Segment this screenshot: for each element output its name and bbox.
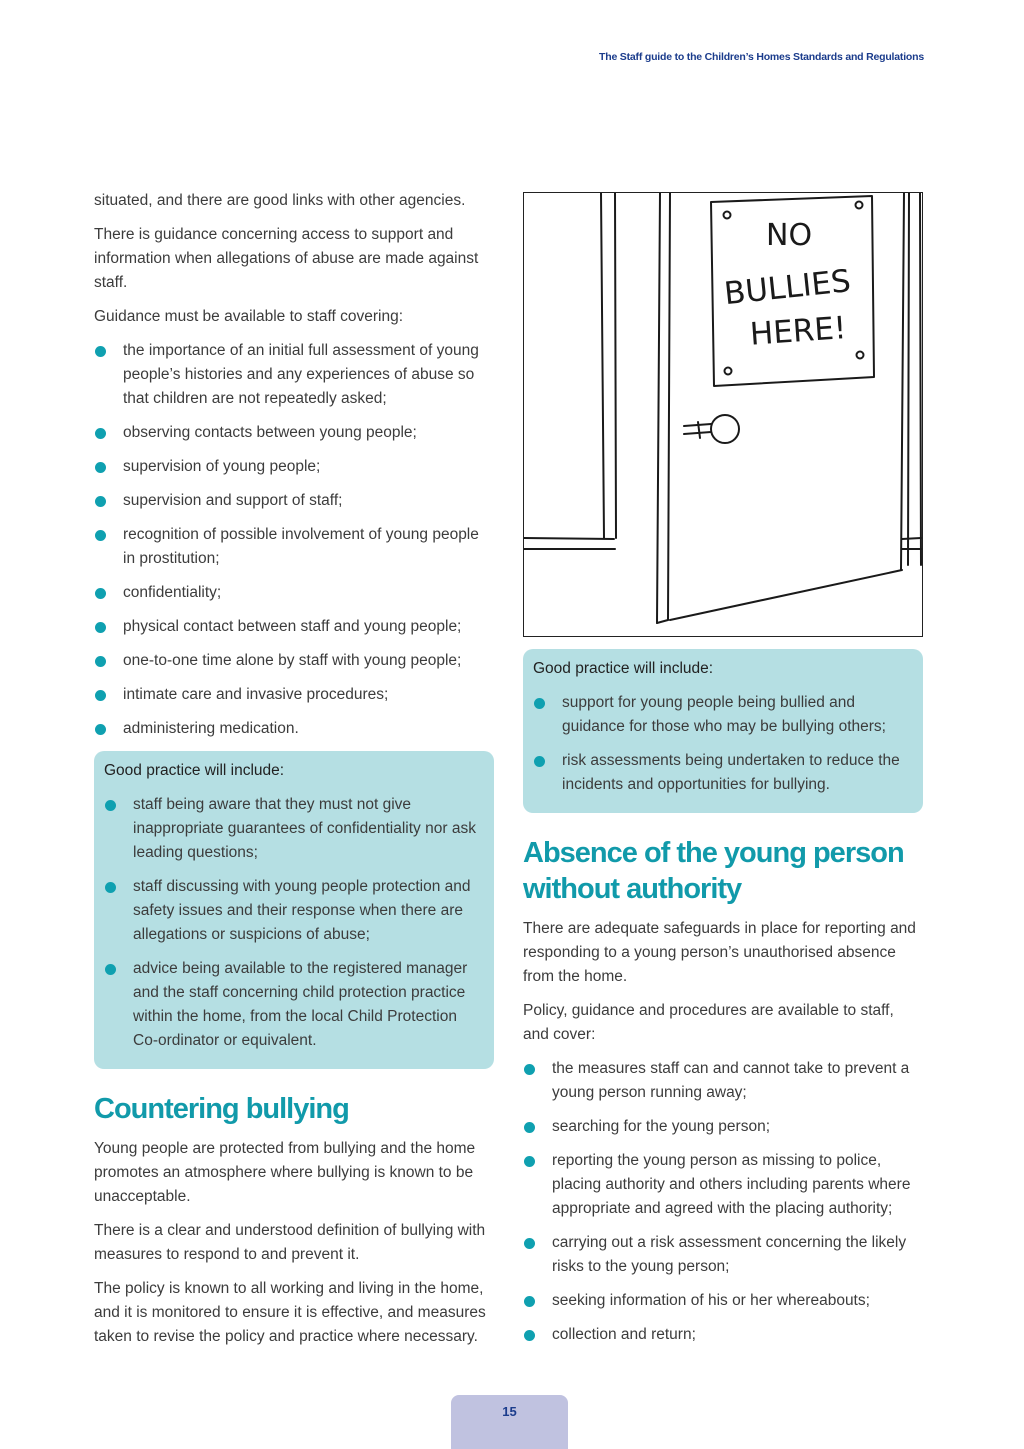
paragraph: The policy is known to all working and living in the home, and it is monitored to ensure it is effective, and measures taken to revise the policy and practice where necessary. (94, 1280, 486, 1345)
list-item: the measures staff can and cannot take to prevent a young person running away; (523, 1057, 923, 1105)
bullet-icon (95, 724, 106, 735)
sign-text-line-2: BULLIES (722, 263, 853, 313)
bullet-icon (95, 496, 106, 507)
list-item: observing contacts between young people; (94, 421, 494, 445)
good-practice-list (104, 793, 484, 1053)
list-item: reporting the young person as missing to police, placing authority and others including parents where appropriate and agreed with the placing authority; (523, 1149, 923, 1221)
list-item: staff discussing with young people protection and safety issues and their response when there are allegations or suspicions of abuse; (104, 875, 484, 947)
page-number: 15 (502, 1404, 517, 1419)
list-item: risk assessments being undertaken to reduce the incidents and opportunities for bullying. (533, 749, 913, 797)
bullet-icon (95, 656, 106, 667)
running-header: The Staff guide to the Children’s Homes Standards and Regulations (599, 51, 924, 63)
bullet-icon (95, 462, 106, 473)
absence-bullet-list (523, 1057, 923, 1347)
bullet-icon (534, 698, 545, 709)
list-item: supervision of young people; (94, 455, 494, 479)
bullet-icon (524, 1238, 535, 1249)
list-item: intimate care and invasive procedures; (94, 683, 494, 707)
bullet-icon (105, 964, 116, 975)
list-item: physical contact between staff and young people; (94, 615, 494, 639)
bullet-icon (105, 800, 116, 811)
bullet-icon (95, 690, 106, 701)
bullet-icon (95, 346, 106, 357)
heading-line-2: without authority (523, 873, 742, 905)
heading-line-1: Absence of the young person (523, 837, 904, 869)
paragraph: situated, and there are good links with other agencies. (94, 192, 466, 209)
bullet-icon (534, 756, 545, 767)
paragraph: Young people are protected from bullying and the home promotes an atmosphere where bullying is known to be unacceptable. (94, 1140, 476, 1205)
bullet-icon (524, 1296, 535, 1307)
bullet-icon (524, 1156, 535, 1167)
right-column (523, 192, 923, 1357)
list-item: searching for the young person; (523, 1115, 923, 1139)
good-practice-title: Good practice will include: (533, 660, 714, 677)
good-practice-box (523, 649, 923, 813)
left-column (94, 189, 494, 1359)
page-number-tab (451, 1395, 568, 1449)
list-item: the importance of an initial full assessment of young people’s histories and any experiences of abuse so that children are not repeatedly asked; (94, 339, 494, 411)
bullet-icon (95, 622, 106, 633)
list-item: confidentiality; (94, 581, 494, 605)
good-practice-box (94, 751, 494, 1069)
bullet-icon (95, 588, 106, 599)
door-drawing (524, 193, 922, 636)
list-item: supervision and support of staff; (94, 489, 494, 513)
list-item: carrying out a risk assessment concerning the likely risks to the young person; (523, 1231, 923, 1279)
list-item: advice being available to the registered manager and the staff concerning child protection practice within the home, from the local Child Protection Co-ordinator or equivalent. (104, 957, 484, 1053)
list-item: administering medication. (94, 717, 494, 741)
list-item: support for young people being bullied and guidance for those who may be bullying others; (533, 691, 913, 739)
list-item: seeking information of his or her whereabouts; (523, 1289, 923, 1313)
paragraph: There are adequate safeguards in place for reporting and responding to a young person’s unauthorised absence from the home. (523, 920, 916, 985)
paragraph: Policy, guidance and procedures are available to staff, and cover: (523, 1002, 894, 1043)
bullet-icon (524, 1330, 535, 1341)
guidance-bullet-list (94, 339, 494, 741)
list-item: staff being aware that they must not give inappropriate guarantees of confidentiality nor ask leading questions; (104, 793, 484, 865)
bullet-icon (95, 428, 106, 439)
sign-text-line-1: NO (766, 218, 813, 253)
no-bullies-door-illustration (523, 192, 923, 637)
section-heading-bullying: Countering bullying (94, 1093, 349, 1125)
paragraph: There is a clear and understood definition of bullying with measures to respond to and prevent it. (94, 1222, 486, 1263)
list-item: recognition of possible involvement of young people in prostitution; (94, 523, 494, 571)
sign-text-line-3: HERE! (748, 310, 848, 353)
paragraph: There is guidance concerning access to support and information when allegations of abuse are made against staff. (94, 226, 479, 291)
list-item: collection and return; (523, 1323, 923, 1347)
bullet-icon (524, 1064, 535, 1075)
section-heading-absence (523, 835, 923, 907)
paragraph: Guidance must be available to staff covering: (94, 308, 404, 325)
bullet-icon (524, 1122, 535, 1133)
good-practice-list (533, 691, 913, 797)
bullet-icon (105, 882, 116, 893)
bullet-icon (95, 530, 106, 541)
list-item: one-to-one time alone by staff with young people; (94, 649, 494, 673)
good-practice-title: Good practice will include: (104, 762, 285, 779)
